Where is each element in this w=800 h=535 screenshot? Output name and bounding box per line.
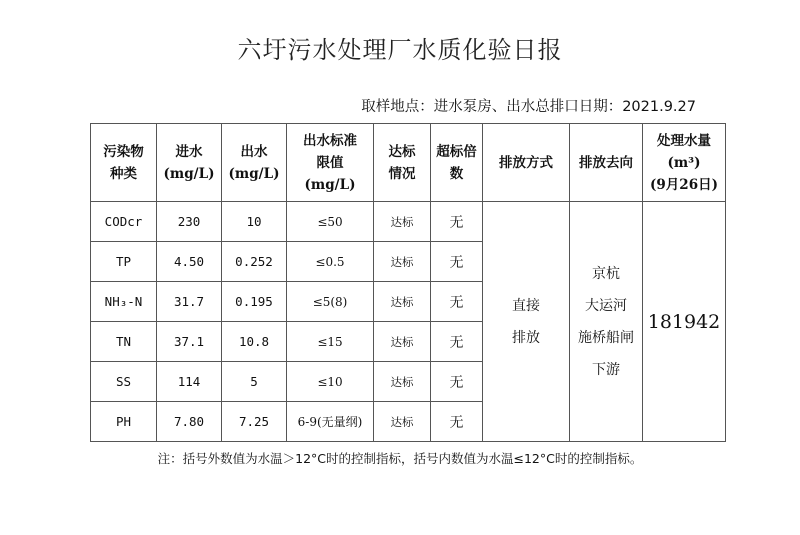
cell-discharge-method: 直接 排放 bbox=[483, 202, 570, 442]
cell-pollutant: TN bbox=[91, 322, 157, 362]
header-discharge-method: 排放方式 bbox=[483, 124, 570, 202]
cell-pollutant: SS bbox=[91, 362, 157, 402]
cell-limit: ≤5(8) bbox=[287, 282, 374, 322]
cell-outflow: 0.195 bbox=[222, 282, 287, 322]
cell-discharge-destination: 京杭 大运河 施桥船闸 下游 bbox=[570, 202, 643, 442]
cell-exceed-times: 无 bbox=[431, 322, 483, 362]
header-standard-limit: 出水标准 限值 (mg/L) bbox=[287, 124, 374, 202]
cell-inflow: 31.7 bbox=[157, 282, 222, 322]
cell-treated-volume: 181942 bbox=[643, 202, 726, 442]
cell-inflow: 7.80 bbox=[157, 402, 222, 442]
cell-pollutant: TP bbox=[91, 242, 157, 282]
cell-outflow: 7.25 bbox=[222, 402, 287, 442]
cell-pollutant: NH₃-N bbox=[91, 282, 157, 322]
header-compliance: 达标 情况 bbox=[374, 124, 431, 202]
cell-outflow: 10 bbox=[222, 202, 287, 242]
sampling-info: 取样地点：进水泵房、出水总排口日期：2021.9.27 bbox=[361, 99, 696, 115]
header-pollutant: 污染物 种类 bbox=[91, 124, 157, 202]
cell-outflow: 0.252 bbox=[222, 242, 287, 282]
cell-exceed-times: 无 bbox=[431, 362, 483, 402]
header-exceed-times: 超标倍 数 bbox=[431, 124, 483, 202]
cell-limit: 6-9(无量纲) bbox=[287, 402, 374, 442]
cell-status: 达标 bbox=[374, 242, 431, 282]
cell-inflow: 114 bbox=[157, 362, 222, 402]
cell-exceed-times: 无 bbox=[431, 242, 483, 282]
cell-limit: ≤10 bbox=[287, 362, 374, 402]
header-inflow: 进水 (mg/L) bbox=[157, 124, 222, 202]
cell-exceed-times: 无 bbox=[431, 402, 483, 442]
water-quality-table bbox=[90, 123, 726, 442]
cell-pollutant: CODcr bbox=[91, 202, 157, 242]
report-title: 六圩污水处理厂水质化验日报 bbox=[237, 36, 563, 64]
cell-outflow: 5 bbox=[222, 362, 287, 402]
table-row bbox=[91, 202, 726, 242]
cell-limit: ≤50 bbox=[287, 202, 374, 242]
cell-limit: ≤15 bbox=[287, 322, 374, 362]
cell-limit: ≤0.5 bbox=[287, 242, 374, 282]
cell-exceed-times: 无 bbox=[431, 202, 483, 242]
cell-status: 达标 bbox=[374, 362, 431, 402]
cell-status: 达标 bbox=[374, 402, 431, 442]
header-outflow: 出水 (mg/L) bbox=[222, 124, 287, 202]
header-discharge-destination: 排放去向 bbox=[570, 124, 643, 202]
cell-exceed-times: 无 bbox=[431, 282, 483, 322]
table-header-row bbox=[91, 124, 726, 202]
footnote: 注：括号外数值为水温＞12°C时的控制指标，括号内数值为水温≤12°C时的控制指标。 bbox=[157, 451, 643, 466]
cell-status: 达标 bbox=[374, 202, 431, 242]
cell-status: 达标 bbox=[374, 322, 431, 362]
cell-pollutant: PH bbox=[91, 402, 157, 442]
cell-inflow: 4.50 bbox=[157, 242, 222, 282]
cell-inflow: 230 bbox=[157, 202, 222, 242]
cell-outflow: 10.8 bbox=[222, 322, 287, 362]
cell-inflow: 37.1 bbox=[157, 322, 222, 362]
header-treated-volume: 处理水量 (m³) (9月26日) bbox=[643, 124, 726, 202]
cell-status: 达标 bbox=[374, 282, 431, 322]
